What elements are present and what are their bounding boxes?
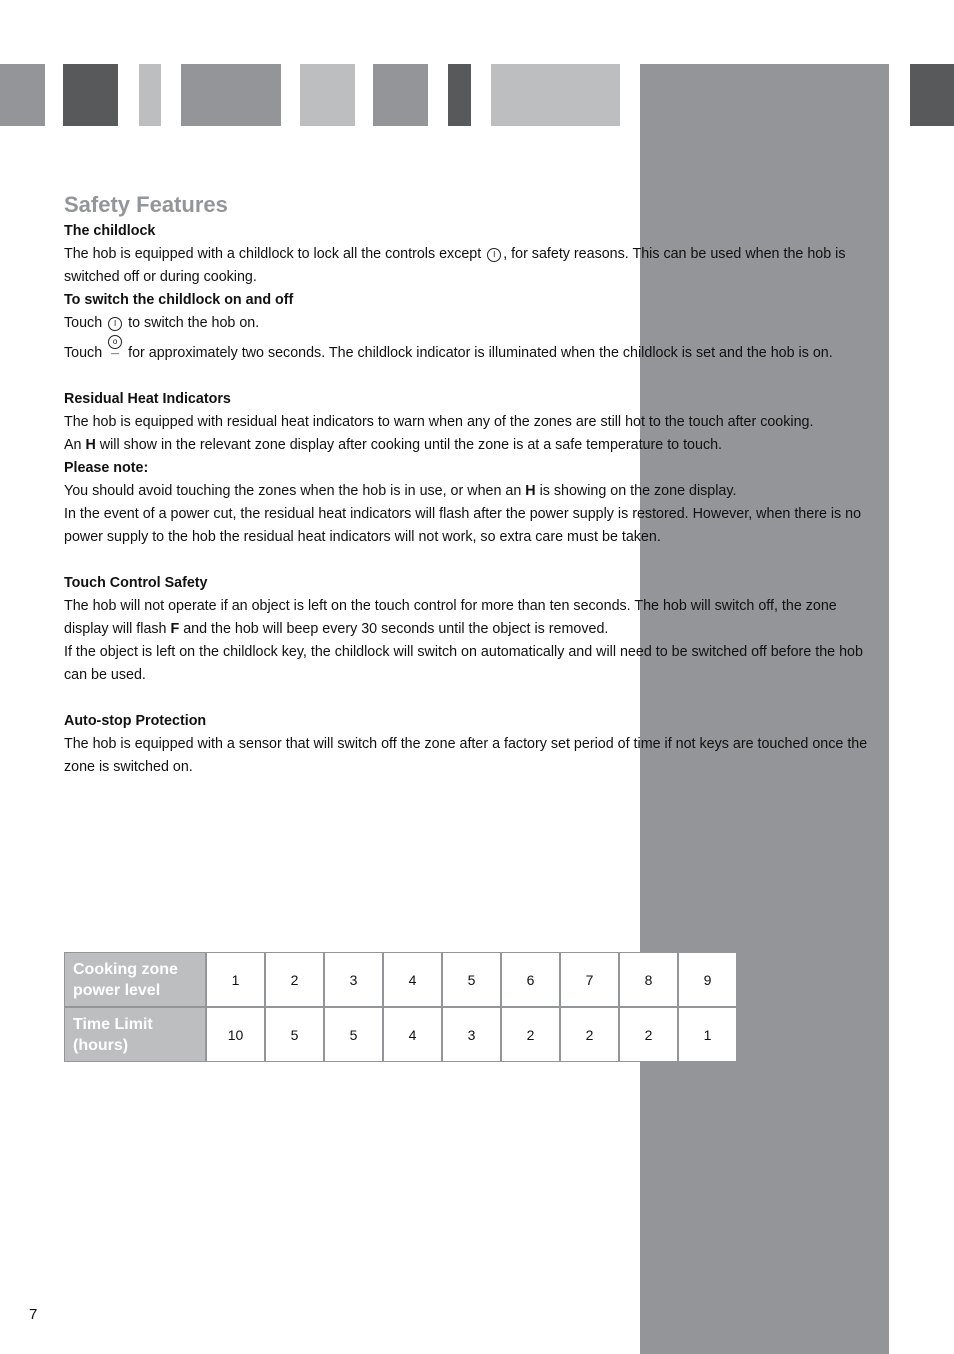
table-cell: 5	[324, 1007, 383, 1062]
residual-paragraph-4: In the event of a power cut, the residual heat indicators will flash after the power supply is restored. However, when there is no power supply to the hob the residual heat indicators will not work, so extra care must be taken.	[64, 506, 862, 545]
page-title: Safety Features	[64, 192, 228, 217]
power-time-table	[64, 952, 737, 1062]
childlock-step-2: Touch o— for approximately two seconds. The childlock indicator is illuminated when the childlock is set and the hob is on.	[64, 337, 833, 361]
table-cell: 2	[501, 1007, 560, 1062]
touch-safety-paragraph-2: If the object is left on the childlock key, the childlock will switch on automatically and will need to be switched off before the hob can be used.	[64, 644, 863, 683]
table-cell: 4	[383, 952, 442, 1007]
table-row	[64, 1007, 737, 1062]
header-band-1	[0, 64, 45, 126]
please-note-heading: Please note:	[64, 460, 149, 476]
table-cell: 5	[265, 1007, 324, 1062]
table-cell: 3	[324, 952, 383, 1007]
residual-paragraph-2: An H will show in the relevant zone display after cooking until the zone is at a safe temperature to touch.	[64, 437, 723, 453]
power-icon: I	[487, 248, 501, 262]
table-cell: 4	[383, 1007, 442, 1062]
header-band-2	[63, 64, 118, 126]
table-cell: 5	[442, 952, 501, 1007]
main-content	[64, 190, 872, 779]
header-band-5	[300, 64, 355, 126]
header-band-4	[181, 64, 281, 126]
table-cell: 1	[206, 952, 265, 1007]
residual-paragraph-3: You should avoid touching the zones when the hob is in use, or when an H is showing on the zone display.	[64, 483, 737, 499]
key-icon: o—	[108, 335, 122, 349]
childlock-switch-heading: To switch the childlock on and off	[64, 292, 294, 308]
table-cell: 9	[678, 952, 737, 1007]
table-cell: 2	[265, 952, 324, 1007]
header-band-3	[139, 64, 161, 126]
touch-safety-paragraph-1: The hob will not operate if an object is left on the touch control for more than ten seconds. The hob will switch off, the zone display will flash F and the hob will beep every 30 seconds until the object is removed.	[64, 598, 837, 637]
childlock-heading: The childlock	[64, 223, 156, 239]
autostop-heading: Auto-stop Protection	[64, 713, 207, 729]
header-band-9	[910, 64, 954, 126]
table-row	[64, 952, 737, 1007]
power-icon: I	[108, 317, 122, 331]
table-cell: 6	[501, 952, 560, 1007]
table-cell: 2	[560, 1007, 619, 1062]
page-number: 7	[29, 1306, 38, 1323]
table-cell: 2	[619, 1007, 678, 1062]
autostop-paragraph: The hob is equipped with a sensor that will switch off the zone after a factory set period of time if not keys are touched once the zone is switched on.	[64, 736, 868, 775]
table-cell: 10	[206, 1007, 265, 1062]
residual-paragraph-1: The hob is equipped with residual heat indicators to warn when any of the zones are still hot to the touch after cooking.	[64, 414, 814, 430]
table-cell: 3	[442, 1007, 501, 1062]
header-band-7	[448, 64, 471, 126]
table-cell: 8	[619, 952, 678, 1007]
table-row-header: Time Limit (hours)	[64, 1007, 206, 1062]
childlock-step-1: Touch I to switch the hob on.	[64, 315, 260, 331]
table-cell: 7	[560, 952, 619, 1007]
header-band-8	[491, 64, 620, 126]
table-cell: 1	[678, 1007, 737, 1062]
childlock-paragraph: The hob is equipped with a childlock to lock all the controls except I , for safety reasons. This can be used when the hob is switched off or during cooking.	[64, 246, 846, 285]
header-band-6	[373, 64, 428, 126]
touch-safety-heading: Touch Control Safety	[64, 575, 208, 591]
table-row-header: Cooking zone power level	[64, 952, 206, 1007]
residual-heading: Residual Heat Indicators	[64, 391, 231, 407]
